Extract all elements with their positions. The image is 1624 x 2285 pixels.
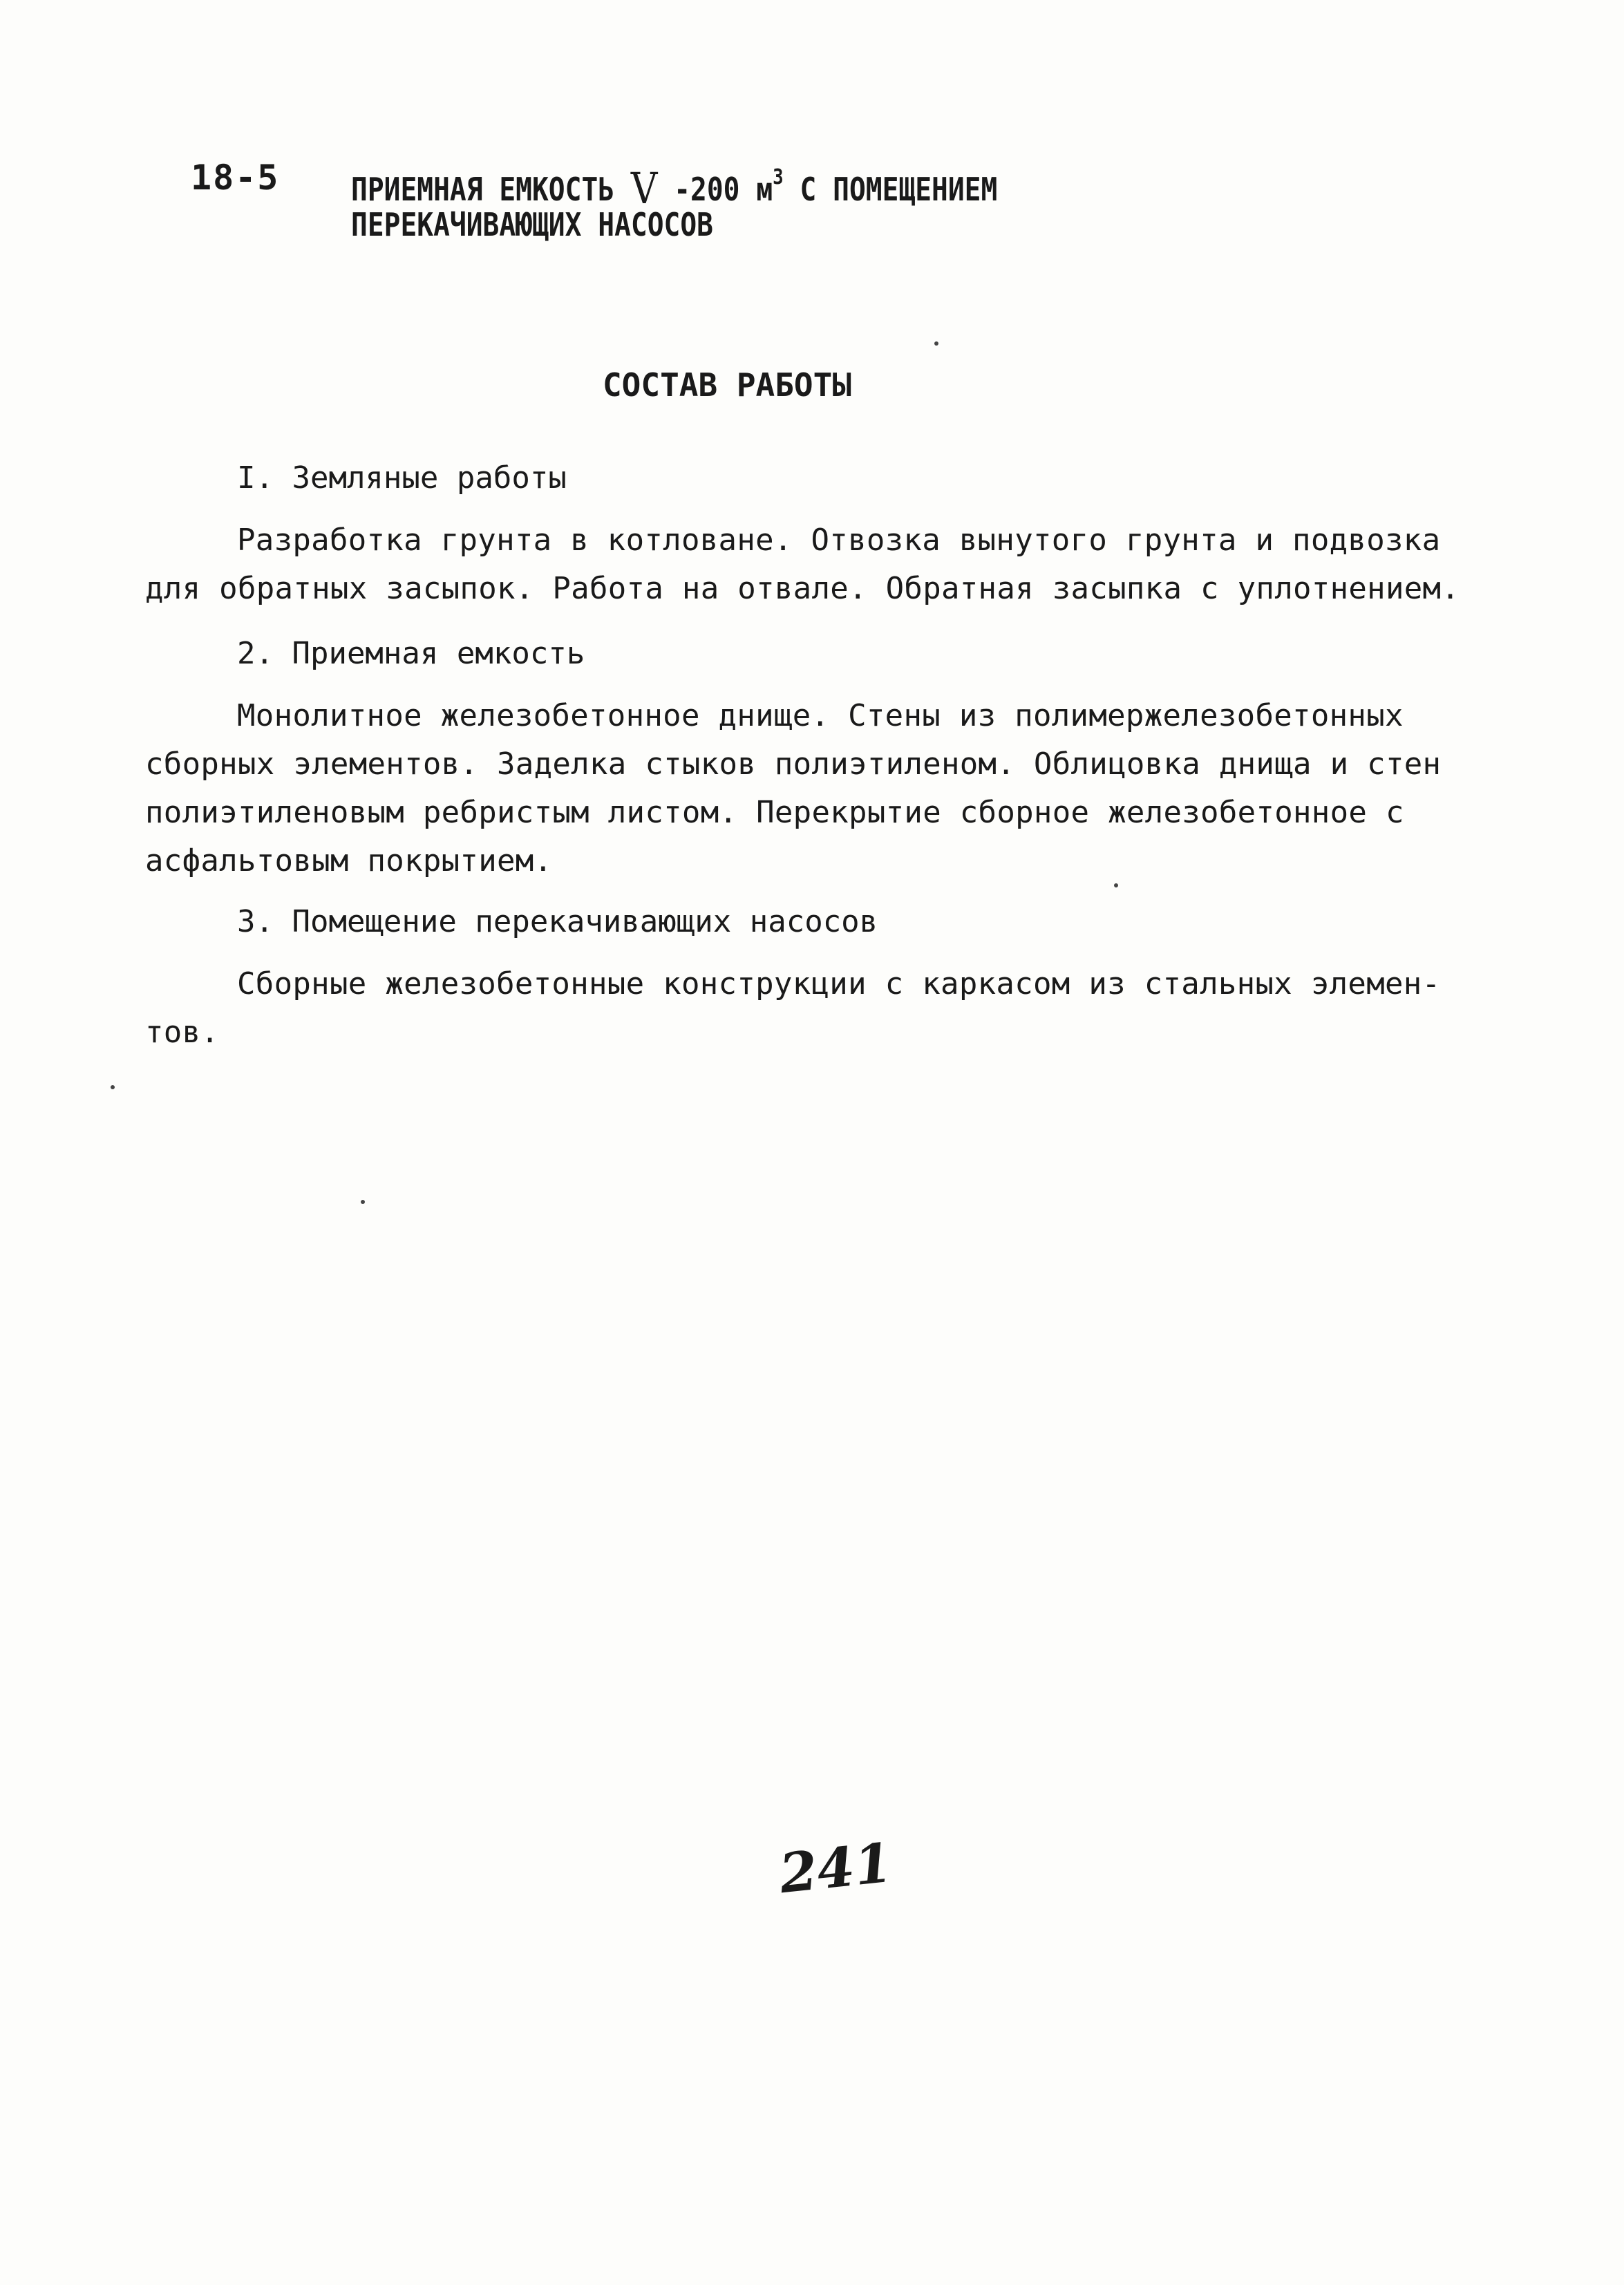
title-volume-letter: V — [630, 163, 658, 214]
scan-speck — [1114, 883, 1118, 887]
title-part-3: С ПОМЕЩЕНИЕМ — [800, 171, 998, 208]
subsection-heading-pump-room: 3. Помещение перекачивающих насосов — [237, 904, 878, 939]
scan-speck — [361, 1200, 365, 1204]
paragraph-line: сборных элементов. Заделка стыков полиэтиленом. Облицовка днища и стен — [145, 746, 1442, 782]
scan-speck — [934, 341, 938, 346]
paragraph-line: Разработка грунта в котловане. Отвозка вынутого грунта и подвозка — [237, 523, 1441, 558]
paragraph-line: асфальтовым покрытием. — [145, 843, 553, 878]
paragraph-line: Сборные железобетонные конструкции с каркасом из стальных элемен- — [237, 966, 1441, 1002]
paragraph-line: полиэтиленовым ребристым листом. Перекрытие сборное железобетонное с — [145, 795, 1404, 830]
paragraph-line: Монолитное железобетонное днище. Стены из полимержелезобетонных — [237, 698, 1404, 733]
title-part-1: ПРИЕМНАЯ ЕМКОСТЬ — [351, 171, 615, 208]
document-title-line-2: ПЕРЕКАЧИВАЮЩИХ НАСОСОВ — [351, 206, 713, 243]
subsection-heading-earthworks: I. Земляные работы — [237, 460, 567, 496]
paragraph-line: для обратных засыпок. Работа на отвале. Обратная засыпка с уплотнением. — [145, 571, 1460, 606]
document-title-line-1 — [351, 160, 998, 214]
subsection-heading-receiving-tank: 2. Приемная емкость — [237, 636, 585, 671]
paragraph-line: тов. — [145, 1015, 220, 1050]
scan-speck — [111, 1085, 115, 1089]
document-code: 18-5 — [191, 158, 280, 198]
title-part-2: -200 — [674, 171, 740, 208]
handwritten-page-number: 241 — [776, 1831, 896, 1906]
section-title: СОСТАВ РАБОТЫ — [602, 366, 852, 404]
title-unit-exponent: 3 — [773, 165, 784, 189]
title-unit: м — [756, 171, 773, 208]
